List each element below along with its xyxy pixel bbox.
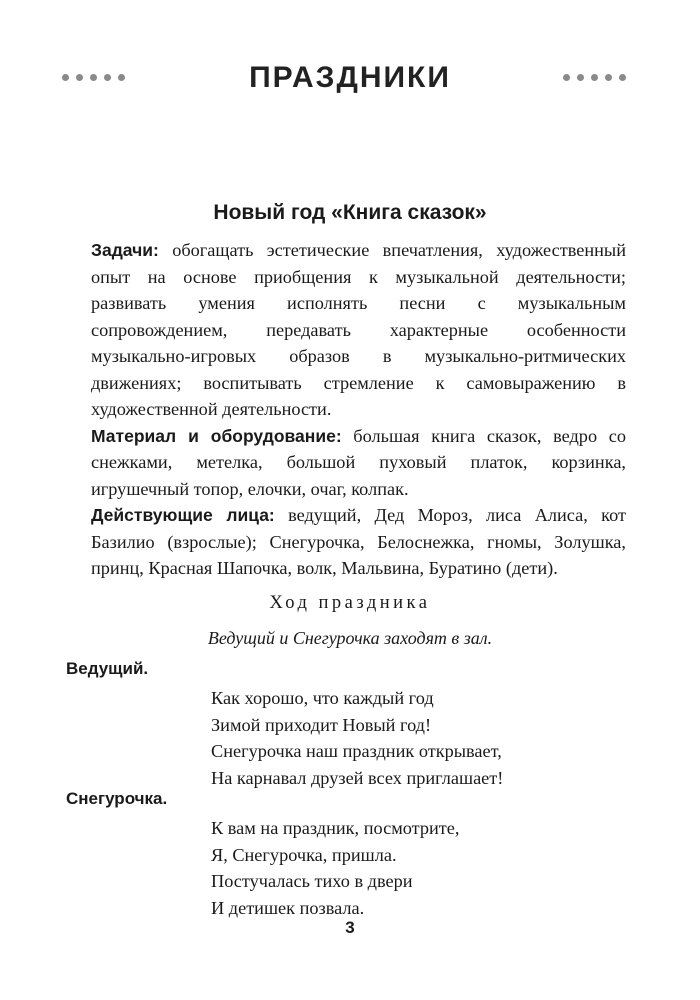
characters-label: Действующие лица: xyxy=(91,505,275,525)
verse-block xyxy=(211,815,459,921)
verse-line: К вам на праздник, посмотрите, xyxy=(211,818,460,838)
characters-text: ведущий, Дед Мороз, лиса Алиса, кот Базилио (взрослые); Снегурочка, Белоснежка, гномы, Золушка, принц, Красная Шапочка, волк, Мальвина, Буратино (дети). xyxy=(91,505,627,578)
verse-line: Постучалась тихо в двери xyxy=(211,871,413,891)
speaker-name: Снегурочка. xyxy=(66,789,168,808)
document-title: Новый год «Книга сказок» xyxy=(213,201,487,224)
stage-direction: Ведущий и Снегурочка заходят в зал. xyxy=(207,628,493,648)
paragraph-tasks xyxy=(91,237,626,423)
paragraph-characters xyxy=(91,502,626,582)
intro-text xyxy=(91,237,626,582)
speaker-name: Ведущий. xyxy=(66,659,149,678)
page-number: 3 xyxy=(345,918,355,937)
verse-line: Как хорошо, что каждый год xyxy=(211,688,434,708)
paragraph-materials xyxy=(91,423,626,503)
tasks-text: обогащать эстетические впечатления, художественный опыт на основе приобщения к музыкальной деятельности; развивать умения исполнять песни с музыкальным сопровождением, передавать характерные особенности музыкально-игровых образов в музыкально-ритмических движениях; воспитывать стремление к самовыражению в художественной деятельности. xyxy=(91,240,626,419)
dots-ornament-right-icon xyxy=(563,74,626,81)
verse-line: Снегурочка наш праздник открывает, xyxy=(211,741,502,761)
page-header xyxy=(0,56,700,100)
tasks-label: Задачи: xyxy=(91,240,159,260)
verse-line: Я, Снегурочка, пришла. xyxy=(211,844,397,865)
verse-line: И детишек позвала. xyxy=(211,897,365,918)
verse-line: Зимой приходит Новый год! xyxy=(211,714,432,735)
verse-line: На карнавал друзей всех приглашает! xyxy=(211,767,504,788)
materials-text: большая книга сказок, ведро со снежками, метелка, большой пуховый платок, корзинка, игрушечный топор, елочки, очаг, колпак. xyxy=(91,425,626,499)
verse-block xyxy=(211,685,503,791)
section-title: ПРАЗДНИКИ xyxy=(249,61,451,94)
materials-label: Материал и оборудование: xyxy=(91,425,342,446)
course-heading: Ход праздника xyxy=(269,593,431,613)
